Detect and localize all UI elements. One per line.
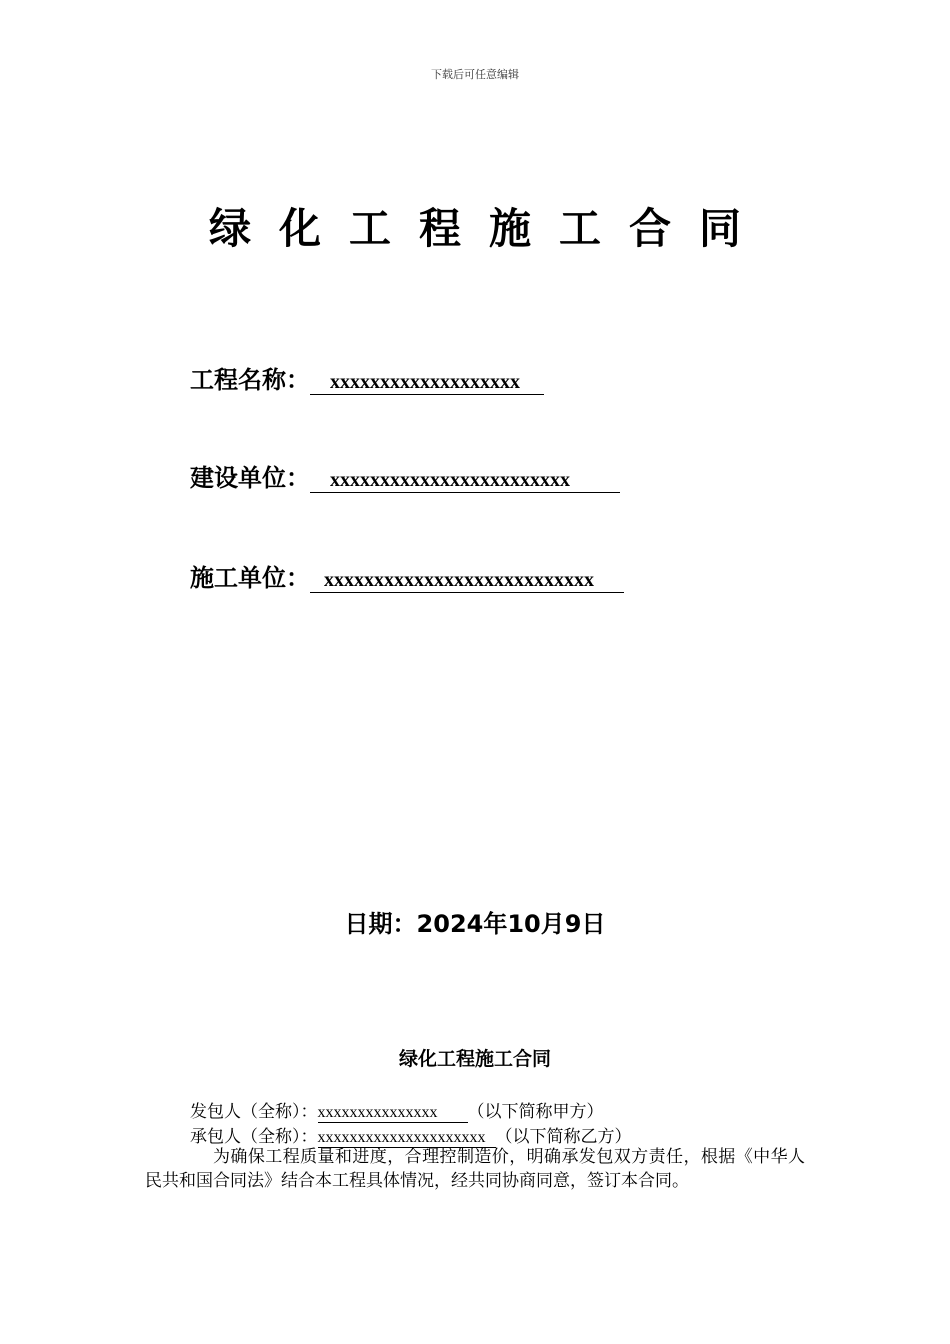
party-a-line: [190, 1097, 604, 1123]
builder-row: [190, 458, 620, 493]
header-note: 下载后可任意编辑: [431, 68, 519, 81]
builder-label: 建设单位：: [190, 464, 310, 492]
builder-value: xxxxxxxxxxxxxxxxxxxxxxxx: [310, 468, 620, 493]
contractor-value: xxxxxxxxxxxxxxxxxxxxxxxxxxx: [310, 568, 624, 593]
party-b-label: 承包人（全称）：: [190, 1127, 318, 1147]
party-a-suffix: （以下简称甲方）: [467, 1102, 604, 1122]
contractor-row: [190, 558, 624, 593]
party-b-value: xxxxxxxxxxxxxxxxxxxxx: [318, 1129, 496, 1148]
date-line: 日期：2024年10月9日: [344, 910, 606, 938]
party-a-value: xxxxxxxxxxxxxxx: [318, 1104, 468, 1123]
party-b-suffix: （以下简称乙方）: [495, 1127, 632, 1147]
project-name-label: 工程名称：: [190, 366, 310, 394]
project-name-row: [190, 360, 544, 395]
party-a-label: 发包人（全称）：: [190, 1102, 318, 1122]
contractor-label: 施工单位：: [190, 564, 310, 592]
intro-paragraph: 为确保工程质量和进度，合理控制造价，明确承发包双方责任，根据《中华人民共和国合同法》结合本工程具体情况，经共同协商同意，签订本合同。: [145, 1147, 805, 1191]
contract-subtitle: 绿化工程施工合同: [398, 1048, 551, 1070]
project-name-value: xxxxxxxxxxxxxxxxxxx: [310, 370, 544, 395]
page-title: 绿化工程施工合同: [208, 204, 769, 253]
